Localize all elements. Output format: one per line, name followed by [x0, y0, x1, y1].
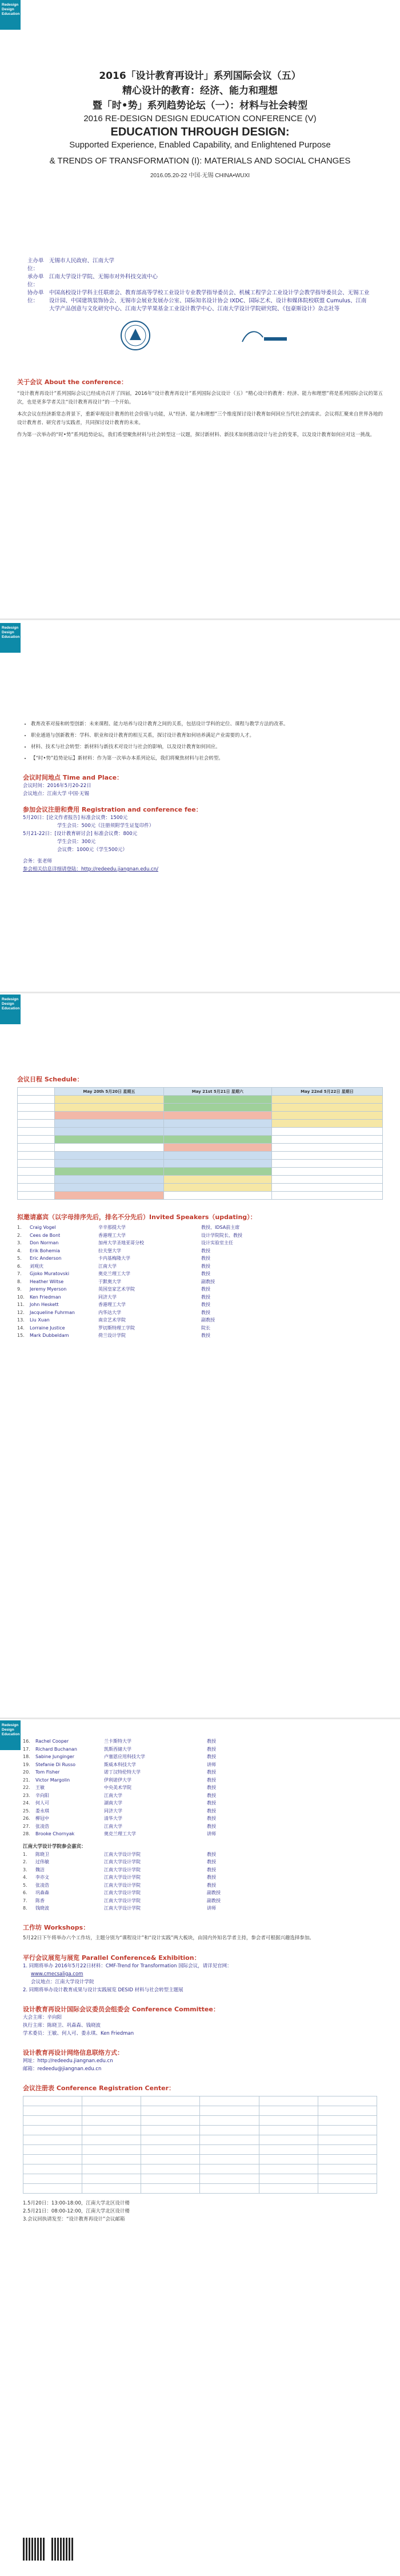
brand-logo: Redesign Design Education [0, 995, 21, 1024]
brand-logo: Redesign Design Education [0, 623, 21, 653]
jnu-speakers-heading: 江南大学设计学院参会嘉宾： [23, 1843, 86, 1850]
schedule-heading: 会议日程 Schedule： [17, 1076, 83, 1083]
committee-heading: 设计教育再设计国际会议委员会组委会 Conference Committee： [23, 2005, 219, 2013]
list-item: 4. Erik Bohemia 拉夫堡大学 教授 [17, 1248, 210, 1253]
list-item: 2. 过伟敏 江南大学设计学院 教授 [23, 1859, 216, 1864]
divider [0, 1718, 400, 1719]
list-item: 28. Brooke Chornyak 奥克兰理工大学 讲师 [23, 1831, 216, 1836]
committee-line: 大会主席：辛向阳 [23, 2014, 62, 2020]
list-item: 8. 钱晓波 江南大学设计学院 讲师 [23, 1906, 216, 1911]
conference-date: 2016.05.20-22 中国·无锡 CHINA•WUXI [150, 173, 250, 179]
cn-title-3: 暨「时•势」系列趋势论坛（一）：材料与社会转型 [92, 100, 308, 111]
committee-line: 学术委员：王敏、何人可、娄永琪、Ken Friedman [23, 2030, 134, 2036]
about-paragraph: 作为第一次举办的“时•势”系列趋势论坛，我们希望聚焦材料与社会转型这一议题，探讨新材料、新技术如何推动设计与社会的变革，以及设计教育如何应对这一挑战。 [17, 432, 375, 438]
list-item: 2. Cees de Bont 香港理工大学 设计学院院长、教授 [17, 1232, 242, 1238]
list-item: 5. Eric Anderson 卡内基梅隆大学 教授 [17, 1256, 210, 1261]
list-item: 27. 张凌浩 江南大学 教授 [23, 1823, 216, 1829]
contact-email[interactable]: 邮箱：redeedu@jiangnan.edu.cn [23, 2066, 102, 2072]
list-item: 17. Richard Buchanan 凯斯西储大学 教授 [23, 1746, 216, 1752]
organizers-table [27, 257, 370, 313]
conference-title [0, 69, 400, 179]
schedule-table [17, 1087, 383, 1200]
organizer-logos [0, 320, 400, 354]
registration-note: 2.5月21日：08:00-12:00，江南大学北区设计楼 [23, 2208, 130, 2214]
conference-place: 会议地点：江南大学 中国·无锡 [23, 791, 89, 797]
workshops-text: 5月22日下午将举办六个工作坊，主题分别为“课程设计”和“设计实践”两大板块，由国内外知名学者主持，参会者可根据兴趣选择参加。 [23, 1935, 314, 1941]
organizer-row: 协办单位： 中国高校设计学科主任联席会、教育部高等学校工业设计专业教学指导委员会、机械工程学会工业设计学会教学指导委员会、无锡工业设计园、中国建筑装饰协会、无锡市会展业发展办公室、国际知名设计协会 IXDC、国际艺术、设计和媒体院校联盟 Cumulus、江南大学产品创意与文化研究中心、江南大学苹果基金工业设计教学中心、江南大学设计学院研究院、《包豪斯设计》杂志社等 [27, 290, 370, 312]
en-title-2: EDUCATION THROUGH DESIGN: [110, 126, 290, 138]
themes-list [23, 720, 377, 762]
contact-website[interactable]: 网址：http://redeedu.jiangnan.edu.cn [23, 2058, 113, 2064]
list-item: 6. 刘观庆 江南大学 教授 [17, 1263, 210, 1269]
list-item: 11. John Heskett 香港理工大学 教授 [17, 1302, 210, 1307]
design-school-logo [240, 325, 288, 348]
parallel-line: 会议地点：江南大学设计学院 [31, 1979, 94, 1985]
en-title-4: & TRENDS OF TRANSFORMATION (I): MATERIALS AND SOCIAL CHANGES [49, 156, 351, 166]
reg-center-heading: 会议注册表 Conference Registration Center： [23, 2084, 175, 2092]
en-title-3: Supported Experience, Enabled Capability, and Enlightened Purpose [69, 140, 331, 150]
parallel-heading: 平行会议展览与展览 Parallel Conference& Exhibition： [23, 1954, 201, 1962]
section-schedule [0, 995, 400, 1338]
jnu-speakers-list [23, 1851, 377, 1912]
brand-logo: Redesign Design Education [0, 1720, 21, 1750]
list-item: 7. 陈香 江南大学设计学院 副教授 [23, 1898, 221, 1903]
theme-item: • 材料、技术与社会转型：新材料与新技术对设计与社会的影响，以及设计教育如何回应。 [31, 743, 377, 751]
list-item: 3. Don Norman 加州大学圣地亚哥分校 设计实验室主任 [17, 1240, 233, 1245]
registration-line: 5月21-22日：[设计教育研讨会] 标准会议费：800元 [23, 831, 138, 837]
conference-time: 会议时间：2016年5月20-22日 [23, 783, 91, 789]
list-item: 1. Craig Vogel 辛辛那提大学 教授、IDSA前主席 [17, 1225, 240, 1230]
registration-line: 学生会员：500元（注册须附学生证复印件） [57, 823, 154, 829]
speakers-heading: 拟邀请嘉宾（以字母排序先后，排名不分先后）Invited Speakers（updating）： [17, 1213, 257, 1221]
cn-title-1: 2016「设计教育再设计」系列国际会议（五） [99, 70, 301, 82]
list-item: 12. Jacqueline Fuhrman 内华达大学 教授 [17, 1309, 210, 1315]
committee-line: 执行主席：陈晓卫、巩森森、钱晓波 [23, 2022, 101, 2028]
parallel-line: 1. 同期将举办 2016年5月22日材料：CMF-Trend for Transformation 国际会议，请详见官网： [23, 1963, 232, 1969]
list-item: 6. 巩森森 江南大学设计学院 副教授 [23, 1890, 221, 1895]
list-item: 3. 魏洁 江南大学设计学院 教授 [23, 1867, 216, 1872]
list-item: 4. 李亦文 江南大学设计学院 教授 [23, 1875, 216, 1880]
registration-note: 1.5月20日：13:00-18:00，江南大学北区设计楼 [23, 2200, 130, 2206]
list-item: 23. 辛向阳 江南大学 教授 [23, 1792, 216, 1798]
registration-notes [23, 2199, 377, 2223]
list-item: 24. 何人可 湖南大学 教授 [23, 1800, 216, 1806]
list-item: 22. 王敏 中央美术学院 教授 [23, 1785, 216, 1790]
section-speakers-2 [0, 1720, 400, 2576]
theme-item: • 【“时•势”趋势论坛】新材料：作为第一次举办本系列论坛，我们将聚焦材料与社会转型。 [31, 754, 377, 762]
list-item: 8. Heather Wiltse 于默奥大学 副教授 [17, 1279, 215, 1284]
brand-logo: Redesign Design Education [0, 0, 21, 30]
list-item: 7. Gjoko Muratovski 奥克兰理工大学 教授 [17, 1271, 210, 1276]
list-item: 19. Stefanie Di Russo 斯威本科技大学 讲师 [23, 1762, 216, 1767]
speakers-list [17, 1224, 383, 1340]
about-paragraph: “设计教育再设计”系列国际会议已经成功召开了四届，2016年“设计教育再设计”系列国际会议设计（五）“精心设计的教育：经济、能力和理想”将是系列国际会议的第五次，也是更多学者关注“设计教育再设计”的一个开始。 [17, 391, 383, 405]
theme-item: • 教育改革对接和转型创新：未来课程、能力培养与设计教育之间的关系，包括设计学科的定位、课程与教学方法的改革。 [31, 720, 377, 728]
list-item: 21. Victor Margolin 伊利诺伊大学 教授 [23, 1777, 216, 1783]
time-place-heading: 会议时间地点 Time and Place： [23, 774, 123, 781]
parallel-line: 2. 同期将举办设计教育成果与设计实践展览 DESID 材料与社会转型主题展 [23, 1987, 183, 1993]
schedule-day-header: May 21st 5月21日 星期六 [163, 1088, 271, 1096]
registration-link[interactable]: 参会相关信息详细请登陆：http://redeedu.jiangnan.edu.cn/ [23, 866, 158, 872]
list-item: 13. Liu Xuan 南京艺术学院 副教授 [17, 1317, 215, 1323]
about-paragraph: 本次会议在经济新常态背景下，重新审视设计教育的社会价值与功能，从“经济、能力和理想”三个维度探讨设计教育如何回应当代社会的需求。会议将汇聚来自世界各地的设计教育者、研究者与实践者，共同探讨设计教育的未来。 [17, 412, 383, 426]
theme-item: • 职业通道与创新教育：学科、职业和设计教育的相互关系，探讨设计教育如何培养满足产业需要的人才。 [31, 732, 377, 740]
about-heading: 关于会议 About the conference： [17, 378, 127, 386]
section-about [0, 366, 400, 612]
registration-contact: 会务：张老师 [23, 858, 53, 864]
organizer-row: 主办单位： 无锡市人民政府、江南大学 [27, 258, 115, 272]
list-item: 15. Mark Dubbeldam 荷兰设计学院 教授 [17, 1333, 210, 1338]
schedule-day-header: May 22nd 5月22日 星期日 [271, 1088, 382, 1096]
divider [0, 992, 400, 993]
list-item: 5. 张凌浩 江南大学设计学院 教授 [23, 1882, 216, 1888]
registration-line: 学生会员：300元 [57, 839, 96, 845]
workshops-heading: 工作坊 Workshops： [23, 1923, 90, 1931]
list-item: 1. 陈晓卫 江南大学设计学院 教授 [23, 1851, 216, 1857]
registration-table [23, 2096, 377, 2194]
registration-heading: 参加会议注册和费用 Registration and conference fee： [23, 806, 202, 813]
list-item: 20. Tom Fisher 诺丁汉特伦特大学 教授 [23, 1770, 216, 1775]
list-item: 9. Jeremy Myerson 英国皇家艺术学院 教授 [17, 1287, 210, 1292]
list-item: 14. Lorraine Justice 罗切斯特理工学院 院长 [17, 1325, 210, 1331]
list-item: 25. 娄永琪 同济大学 教授 [23, 1808, 216, 1814]
registration-note: 3.会议回执请发至：“设计教育再设计”会议邮箱 [23, 2216, 125, 2222]
registration-line: 会议费：1000元（学生500元） [57, 847, 127, 853]
en-title-1: 2016 RE-DESIGN DESIGN EDUCATION CONFERENCE (V) [83, 114, 317, 123]
contact-heading: 设计教育再设计网络信息联络方式： [23, 2048, 123, 2056]
cn-title-2: 精心设计的教育：经济、能力和理想 [122, 85, 278, 97]
list-item: 26. 柳冠中 清华大学 教授 [23, 1816, 216, 1821]
speakers-list-continued [23, 1738, 377, 1838]
list-item: 10. Ken Friedman 同济大学 教授 [17, 1294, 210, 1300]
qr-code-icon [23, 2538, 46, 2561]
organizer-row: 承办单位： 江南大学设计学院、无锡市对外科技交流中心 [27, 274, 158, 288]
list-item: 18. Sabine Junginger 卢塞恩应用科技大学 教授 [23, 1754, 216, 1759]
schedule-day-header: May 20th 5月20日 星期五 [55, 1088, 164, 1096]
parallel-link[interactable]: www.cmecsaliga.com [31, 1971, 83, 1977]
registration-line: 5月20日：[论文作者报告] 标准会议费：1500元 [23, 815, 128, 821]
list-item: 16. Rachel Cooper 兰卡斯特大学 教授 [23, 1739, 216, 1744]
university-seal-logo [120, 320, 151, 351]
qr-code-icon [51, 2538, 74, 2561]
divider [0, 618, 400, 620]
section-themes [0, 623, 400, 989]
